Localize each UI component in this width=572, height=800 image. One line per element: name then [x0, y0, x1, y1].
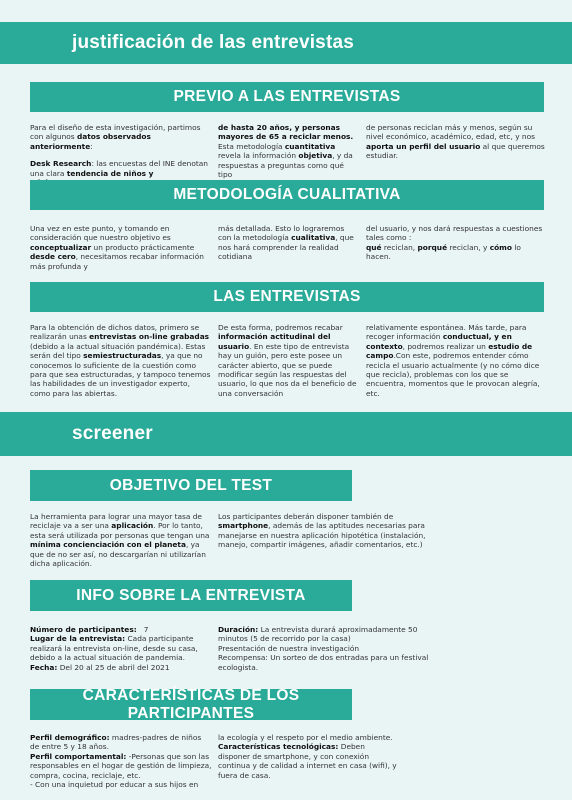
recompensa: Recompensa: Un sorteo de dos entradas para un festival ecologista. [218, 653, 429, 672]
text-bold: porqué [417, 242, 448, 252]
lugar-label: Lugar de la entrevista: [30, 634, 126, 644]
text: , ya que no conocemos lo suficiente de la cuestión como para que sea estructuradas, y tampoco tenemos las habilidades de un investigador experto, como para las abiertas. [30, 351, 211, 398]
text: lo hacen. [366, 242, 521, 262]
section-title-metodologia: METODOLOGÍA CUALITATIVA [30, 180, 544, 210]
comp-label: Perfil comportamental: [30, 751, 127, 761]
text-bold: qué [366, 242, 382, 252]
section-title-caracteristicas: CARACTERÍSTICAS DE LOS PARTICIPANTES [30, 689, 352, 720]
demo-value: madres-padres de niños de entre 5 y 18 años. [30, 733, 202, 752]
text: , necesitamos recabar información más profunda y [30, 252, 204, 271]
text-bold: cualitativa [291, 233, 336, 243]
text-bold: conductual, y en contexto [366, 332, 512, 351]
text-bold: entrevistas on-line grabadas [89, 332, 210, 342]
text-bold: semiestructuradas [83, 351, 162, 361]
text: , podremos realizar un [402, 341, 489, 351]
info-col-2 [218, 625, 430, 672]
text: De esta forma, podremos recabar [218, 323, 343, 332]
text: : las encuestas del INE denotan una clara [30, 159, 208, 178]
text: Para el diseño de esta investigación, partimos con algunos [30, 123, 201, 142]
text-bold: desde cero [30, 252, 76, 262]
text: : [90, 141, 93, 151]
presentacion: Presentación de nuestra investigación [218, 643, 360, 653]
text: La herramienta para lograr una mayor tasa de reciclaje va a ser una [30, 512, 202, 531]
caracteristicas-col-2 [218, 733, 398, 780]
duracion-value: La entrevista durará aproximadamente 50 minutos (5 de recorrido por la casa) [218, 625, 418, 644]
text: la ecología y el respeto por el medio ambiente. [218, 733, 393, 742]
tec-label: Características tecnológicas: [218, 742, 339, 752]
text: , además de las aptitudes necesarias para manejarse en nuestra aplicación hipotética (instalación, manejo, compartir imágenes, añadir comentarios, etc.) [218, 521, 426, 550]
comp-value: -Personas que son las responsables en el hogar de gestión de limpieza, compra, cocina, reciclaje, etc. [30, 751, 212, 780]
previo-col-2 [218, 123, 358, 179]
metodologia-col-3 [366, 224, 546, 262]
section-title-objetivo: OBJETIVO DEL TEST [30, 470, 352, 501]
participantes-label: Número de participantes: [30, 625, 137, 634]
lugar-value: Cada participante realizará la entrevista on-line, desde su casa, debido a la actual situación de pandemia. [30, 634, 198, 663]
text: Los participantes deberán disponer también de [218, 512, 394, 521]
text: Más tarde, para recoger información [366, 323, 527, 342]
text-bold: Desk Research [30, 159, 92, 169]
fecha-value: Del 20 al 25 de abril del 2021 [59, 662, 170, 672]
text: reciclan, [381, 242, 418, 252]
text: . En este tipo de entrevista hay un guión, pero este posee un carácter abierto, que se puede modificar según las respuestas del usuario, lo que nos da el beneficio de una conversación [218, 341, 357, 398]
text-bold: objetiva [298, 151, 333, 161]
caracteristicas-col-1 [30, 733, 212, 789]
text-bold: aporta un perfil del usuario [366, 141, 481, 151]
text: . Por lo tanto, esta será utilizada por personas que tengan una [30, 521, 210, 540]
section-title-info: INFO SOBRE LA ENTREVISTA [30, 580, 352, 611]
text-bold: smartphone [218, 521, 269, 531]
text: relativamente espontánea. [366, 323, 466, 332]
duracion-label: Duración: [218, 625, 259, 634]
metodologia-col-2 [218, 224, 358, 262]
previo-col-1 [30, 123, 210, 187]
text: Esta metodología [218, 141, 285, 151]
info-col-1 [30, 625, 212, 672]
text-bold: cómo [489, 242, 512, 252]
text-bold: cuantitativa [284, 141, 336, 151]
section-title-entrevistas: LAS ENTREVISTAS [30, 282, 544, 312]
text-bold: de hasta 20 años, y personas mayores de 65 a reciclar menos. [218, 123, 354, 142]
tec-value: Deben disponer de smartphone, y con conexión continua y de calidad a internet en casa (wifi), y fuera de casa. [218, 742, 397, 780]
text-bold: estudio de campo [366, 341, 533, 361]
text-bold: tendencia de niños y [66, 168, 154, 178]
text: Esto lo lograremos con la metodología [218, 224, 345, 243]
screener-title: screener [72, 423, 153, 444]
text: (debido a la actual situación pandémica). Estas serán del tipo [30, 341, 206, 361]
objetivo-col-2 [218, 512, 430, 550]
entrevistas-col-1 [30, 323, 212, 398]
entrevistas-col-3 [366, 323, 546, 398]
metodologia-col-1 [30, 224, 210, 271]
text: Una vez en este punto, y tomando en consideración que nuestro objetivo es [30, 224, 171, 243]
text: un producto prácticamente [91, 242, 195, 252]
text: , que nos hará comprender la realidad cotidiana [218, 233, 354, 262]
text: más detallada. [218, 224, 273, 233]
section-title-previo: PREVIO A LAS ENTREVISTAS [30, 82, 544, 112]
text: de personas reciclan más y menos, según su nivel económico, académico, edad, etc, y nos [366, 123, 535, 142]
objetivo-col-1 [30, 512, 212, 568]
text: al que queremos estudiar. [366, 141, 545, 161]
entrevistas-col-2 [218, 323, 358, 398]
text-bold: información actitudinal del usuario [218, 332, 331, 351]
text-bold: datos observados anteriormente [30, 132, 151, 151]
text: Para la obtención de dichos datos, primero se realizarán unas [30, 323, 200, 342]
fecha-label: Fecha: [30, 662, 58, 672]
demo-label: Perfil demográfico: [30, 733, 110, 742]
text: , y da respuestas a preguntas como qué tipo [218, 151, 353, 180]
participantes-value: 7 [143, 625, 149, 634]
text-bold: conceptualizar [30, 242, 92, 252]
text: del usuario, y nos dará respuestas a cuestiones tales como : [366, 224, 543, 243]
text: , ya que de no ser así, no descargarían ni utilizarían dicha aplicación. [30, 540, 206, 569]
page-title: justificación de las entrevistas [72, 32, 355, 53]
comp-value-2: - Con una inquietud por educar a sus hijos en [30, 780, 199, 790]
previo-col-3 [366, 123, 546, 161]
text-bold: aplicación [111, 521, 154, 531]
text: reciclan, y [447, 242, 490, 252]
text: revela la información [218, 151, 299, 161]
text: .Con este, podremos entender cómo recicla el usuario actualmente (y no cómo dice que recicla), problemas con los que se encuentra, momentos que le provocan alegría, etc. [366, 351, 540, 398]
text-bold: mínima concienciación con el planeta [30, 540, 186, 550]
